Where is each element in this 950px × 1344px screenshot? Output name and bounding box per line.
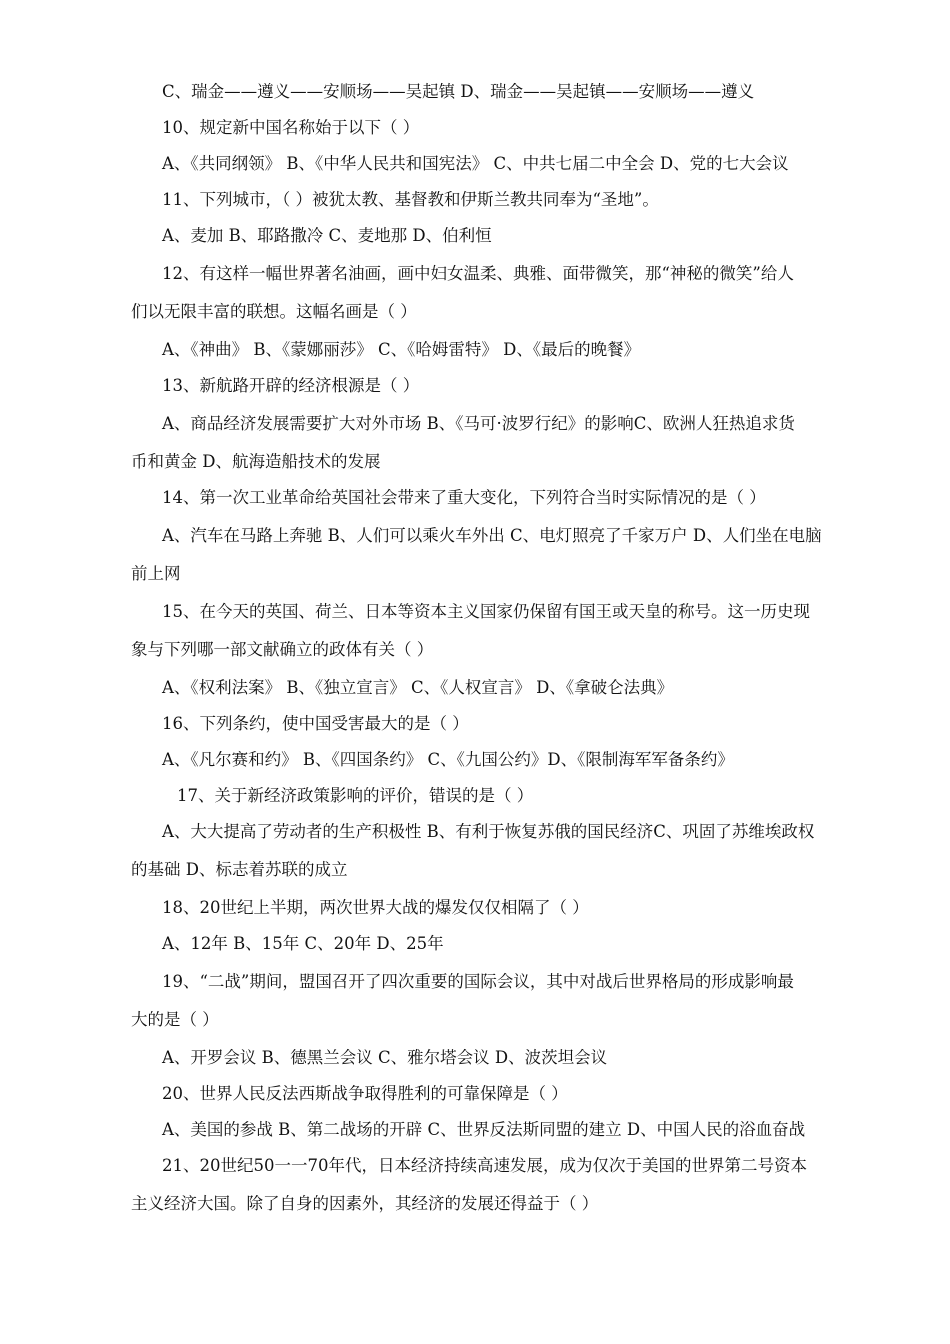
option-line: A、《权利法案》 B、《独立宣言》 C、《人权宣言》 D、《拿破仑法典》 bbox=[162, 678, 674, 697]
question-line: 们以无限丰富的联想。这幅名画是（ ） bbox=[131, 302, 417, 321]
question-line: 18、20世纪上半期，两次世界大战的爆发仅仅相隔了（ ） bbox=[162, 898, 589, 917]
question-line: 大的是（ ） bbox=[131, 1010, 219, 1029]
question-line: 主义经济大国。除了自身的因素外，其经济的发展还得益于（ ） bbox=[131, 1194, 599, 1213]
option-line: A、汽车在马路上奔驰 B、人们可以乘火车外出 C、电灯照亮了千家万户 D、人们坐在电脑 bbox=[162, 526, 822, 545]
question-line: 14、第一次工业革命给英国社会带来了重大变化，下列符合当时实际情况的是（ ） bbox=[162, 488, 766, 507]
option-line: A、美国的参战 B、第二战场的开辟 C、世界反法斯同盟的建立 D、中国人民的浴血奋战 bbox=[162, 1120, 806, 1139]
option-line: 币和黄金 D、航海造船技术的发展 bbox=[131, 452, 381, 471]
option-line: A、麦加 B、耶路撒冷 C、麦地那 D、伯利恒 bbox=[162, 226, 492, 245]
question-line: 17、关于新经济政策影响的评价，错误的是（ ） bbox=[177, 786, 534, 805]
question-line: 19、“二战”期间，盟国召开了四次重要的国际会议，其中对战后世界格局的形成影响最 bbox=[162, 972, 794, 991]
question-line: 21、20世纪50一一70年代，日本经济持续高速发展，成为仅次于美国的世界第二号资本 bbox=[162, 1156, 807, 1175]
option-line: 前上网 bbox=[131, 564, 181, 583]
question-line: 11、下列城市，（ ）被犹太教、基督教和伊斯兰教共同奉为“圣地”。 bbox=[162, 190, 659, 209]
option-line: A、12年 B、15年 C、20年 D、25年 bbox=[162, 934, 444, 953]
option-line: A、开罗会议 B、德黑兰会议 C、雅尔塔会议 D、波茨坦会议 bbox=[162, 1048, 608, 1067]
question-line: 13、新航路开辟的经济根源是（ ） bbox=[162, 376, 420, 395]
question-line: 16、下列条约，使中国受害最大的是（ ） bbox=[162, 714, 469, 733]
option-line: A、大大提高了劳动者的生产积极性 B、有利于恢复苏俄的国民经济C、巩固了苏维埃政权 bbox=[162, 822, 815, 841]
question-line: 15、在今天的英国、荷兰、日本等资本主义国家仍保留有国王或天皇的称号。这一历史现 bbox=[162, 602, 810, 621]
option-line: A、商品经济发展需要扩大对外市场 B、《马可·波罗行纪》的影响C、欧洲人狂热追求货 bbox=[162, 414, 795, 433]
question-line: 20、世界人民反法西斯战争取得胜利的可靠保障是（ ） bbox=[162, 1084, 568, 1103]
option-line: 的基础 D、标志着苏联的成立 bbox=[131, 860, 348, 879]
option-line: A、《神曲》 B、《蒙娜丽莎》 C、《哈姆雷特》 D、《最后的晚餐》 bbox=[162, 340, 641, 359]
option-line: A、《共同纲领》 B、《中华人民共和国宪法》 C、中共七届二中全会 D、党的七大会议 bbox=[162, 154, 789, 173]
question-line: 10、规定新中国名称始于以下（ ） bbox=[162, 118, 420, 137]
question-line: 象与下列哪一部文献确立的政体有关（ ） bbox=[131, 640, 434, 659]
question-line: 12、有这样一幅世界著名油画，画中妇女温柔、典雅、面带微笑，那“神秘的微笑”给人 bbox=[162, 264, 794, 283]
option-line: C、瑞金——遵义——安顺场——吴起镇 D、瑞金——吴起镇——安顺场——遵义 bbox=[162, 82, 755, 101]
option-line: A、《凡尔赛和约》 B、《四国条约》 C、《九国公约》D、《限制海军军备条约》 bbox=[162, 750, 734, 769]
